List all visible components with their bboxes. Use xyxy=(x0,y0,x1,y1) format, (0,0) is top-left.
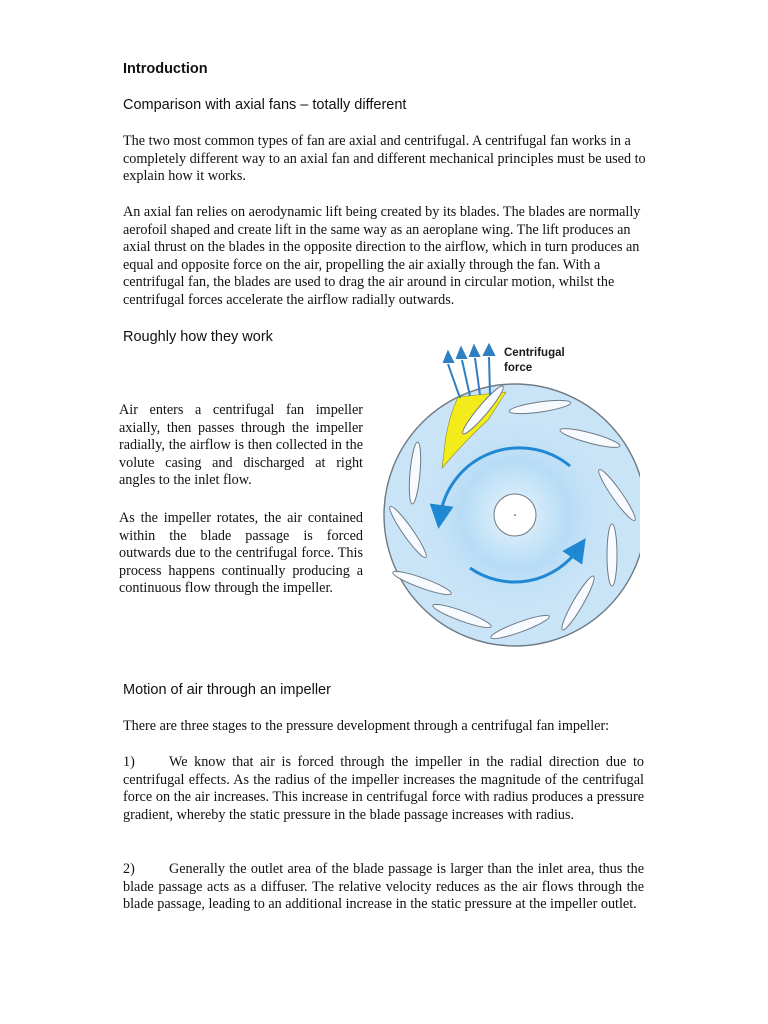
impeller-diagram xyxy=(380,340,640,650)
centrifugal-force-label xyxy=(504,347,568,374)
intro-heading: Introduction xyxy=(123,61,208,77)
hub-center-dot xyxy=(514,514,516,516)
list-item-1 xyxy=(123,754,644,824)
paragraph-fan-types: The two most common types of fan are axial and centrifugal. A centrifugal fan works in a completely different way to an axial fan and different mechanical principles must be used to explain how it works. xyxy=(123,133,646,185)
blade xyxy=(607,524,617,586)
paragraph-air-enters: Air enters a centrifugal fan impeller axially, then passes through the impeller radially, the airflow is then collected in the volute casing and discharged at right angles to the inlet flow. xyxy=(119,402,363,489)
impeller-figure xyxy=(380,340,640,650)
list-item-2 xyxy=(123,861,644,914)
list-item-2-text: Generally the outlet area of the blade passage is larger than the inlet area, thus the blade passage acts as a diffuser. The relative velocity reduces as the air flows through the blade passage, leading to an additional increase in the static pressure at the impeller outlet. xyxy=(123,861,644,913)
label-line-2: force xyxy=(504,362,533,374)
list-item-1-text: We know that air is forced through the impeller in the radial direction due to centrifugal effects. As the radius of the impeller increases the magnitude of the centrifugal force on the air increases. This increase in centrifugal force with radius produces a pressure gradient, whereby the static pressure in the blade passage increases with radius. xyxy=(123,754,644,823)
section-heading-motion: Motion of air through an impeller xyxy=(123,682,331,698)
section-heading-how-they-work: Roughly how they work xyxy=(123,329,273,345)
list-item-1-number: 1) xyxy=(123,754,135,770)
paragraph-impeller-rotates: As the impeller rotates, the air contained within the blade passage is forced outwards due to the centrifugal force. This process happens continually producing a continuous flow through the impeller. xyxy=(119,510,363,597)
paragraph-three-stages: There are three stages to the pressure development through a centrifugal fan impeller: xyxy=(123,718,610,734)
label-line-1: Centrifugal xyxy=(504,347,565,359)
paragraph-axial-fan: An axial fan relies on aerodynamic lift being created by its blades. The blades are normally aerofoil shaped and create lift in the same way as an aeroplane wing. The lift produces an axial thrust on the blades in the opposite direction to the airflow, which in turn produces an equal and opposite force on the air, propelling the air axially through the fan. With a centrifugal fan, the blades are used to drag the air around in circular motion, whilst the centrifugal forces accelerate the airflow radially outwards. xyxy=(123,204,641,308)
section-heading-comparison: Comparison with axial fans – totally different xyxy=(123,97,407,113)
list-item-2-number: 2) xyxy=(123,861,135,877)
